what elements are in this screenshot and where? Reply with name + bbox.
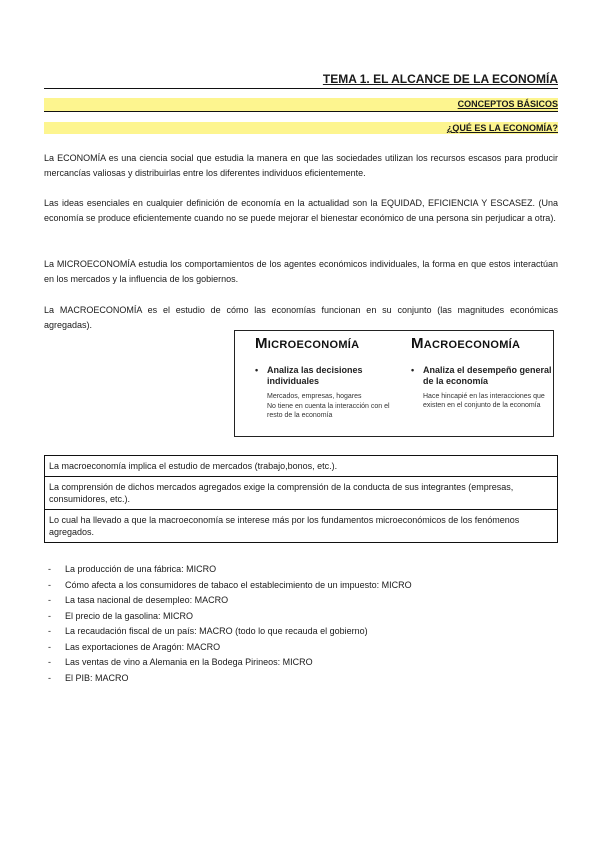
bullet-icon: • xyxy=(255,365,259,375)
paragraph-microeconomia: La MICROECONOMÍA estudia los comportamientos de los agentes económicos individuales, la forma en que estos interactúan en los mercados y la influencia de los gobiernos. xyxy=(44,259,558,284)
micro-sub-1: Mercados, empresas, hogares xyxy=(267,393,362,400)
dash-icon: - xyxy=(48,672,51,683)
macro-sub-1: Hace hincapié en las interacciones que existen en el conjunto de la economía xyxy=(423,393,545,409)
notes-row: La comprensión de dichos mercados agregados exige la comprensión de la conducta de sus integrantes (empresas, consumidores, etc.). xyxy=(45,477,557,510)
paragraph-economia: La ECONOMÍA es una ciencia social que estudia la manera en que las sociedades utilizan los recursos escasos para producir mercancías valiosas y distribuirlas entre los diferentes individuos eficientemente. xyxy=(44,153,558,178)
micro-sub-2: No tiene en cuenta la interacción con el resto de la economía xyxy=(267,403,390,419)
dash-icon: - xyxy=(48,610,51,621)
micro-macro-figure xyxy=(234,330,554,437)
page-title: TEMA 1. EL ALCANCE DE LA ECONOMÍA xyxy=(44,72,558,89)
dash-icon: - xyxy=(48,564,51,574)
list-item xyxy=(44,593,558,609)
list-item xyxy=(44,640,558,656)
bullet-icon: • xyxy=(411,365,415,375)
macro-notes-box xyxy=(44,455,558,543)
macro-column xyxy=(411,335,561,410)
macro-bullet-text: Analiza el desempeño general de la economía xyxy=(423,365,552,386)
list-item-text: Las exportaciones de Aragón: MACRO xyxy=(65,641,221,652)
dash-icon: - xyxy=(48,579,51,590)
list-item xyxy=(44,655,558,671)
dash-icon: - xyxy=(48,657,51,667)
list-item-text: Las ventas de vino a Alemania en la Bodega Pirineos: MICRO xyxy=(65,657,313,667)
subsection-heading: ¿QUÉ ES LA ECONOMÍA? xyxy=(44,122,558,134)
macro-bullet xyxy=(411,365,561,387)
macro-heading: Macroeconomía xyxy=(411,335,521,352)
micro-column xyxy=(255,335,405,420)
micro-heading: Microeconomía xyxy=(255,335,360,352)
list-item xyxy=(44,671,558,687)
list-item-text: El precio de la gasolina: MICRO xyxy=(65,610,194,621)
list-item xyxy=(44,578,558,594)
list-item xyxy=(44,562,558,578)
list-item-text: La recaudación fiscal de un país: MACRO (todo lo que recauda el gobierno) xyxy=(65,626,368,636)
dash-icon: - xyxy=(48,595,51,605)
list-item-text: La tasa nacional de desempleo: MACRO xyxy=(65,595,229,605)
list-item xyxy=(44,609,558,625)
list-item-text: La producción de una fábrica: MICRO xyxy=(65,564,217,574)
examples-list xyxy=(44,562,558,686)
list-item-text: El PIB: MACRO xyxy=(65,672,129,683)
dash-icon: - xyxy=(48,626,51,636)
list-item xyxy=(44,624,558,640)
section-heading: CONCEPTOS BÁSICOS xyxy=(44,98,558,112)
micro-bullet-text: Analiza las decisiones individuales xyxy=(267,365,363,386)
micro-bullet xyxy=(255,365,405,387)
dash-icon: - xyxy=(48,641,51,652)
list-item-text: Cómo afecta a los consumidores de tabaco el establecimiento de un impuesto: MICRO xyxy=(65,579,412,590)
paragraph-ideas-esenciales: Las ideas esenciales en cualquier definición de economía en la actualidad son la EQUIDAD, EFICIENCIA Y ESCASEZ. (Una economía se produce eficientemente cuando no se puede mejorar el bienestar económico de una persona sin perjudicar a otra). xyxy=(44,198,558,223)
paragraph-macroeconomia: La MACROECONOMÍA es el estudio de cómo las economías funcionan en su conjunto (las magnitudes económicas agregadas). xyxy=(44,305,558,330)
notes-row: Lo cual ha llevado a que la macroeconomía se interese más por los fundamentos microeconómicos de los fenómenos agregados. xyxy=(49,515,520,537)
notes-row: La macroeconomía implica el estudio de mercados (trabajo,bonos, etc.). xyxy=(45,456,557,477)
